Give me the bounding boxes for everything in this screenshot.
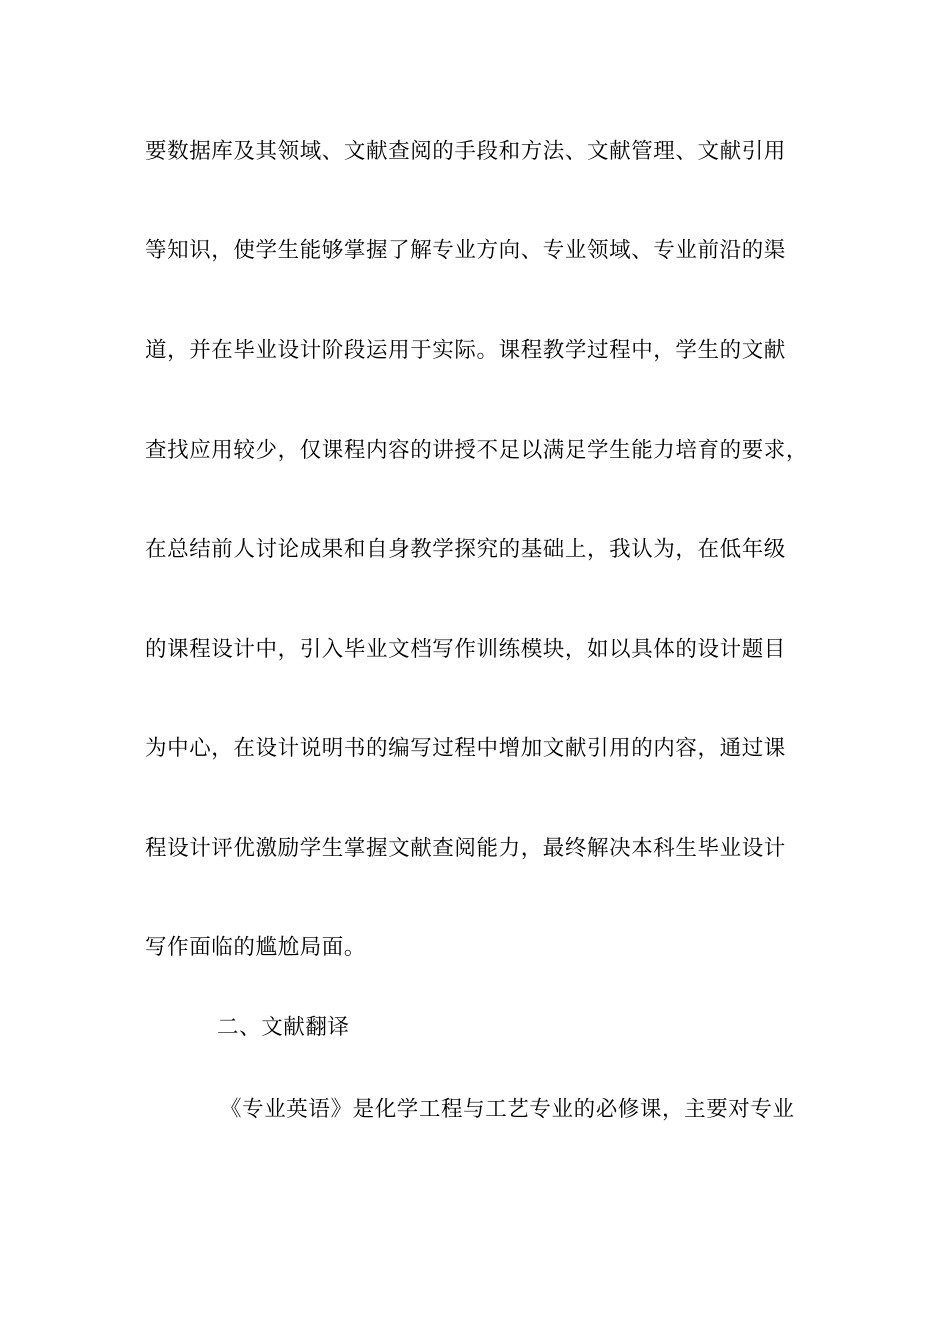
body-text-line-4: 查找应用较少，仅课程内容的讲授不足以满足学生能力培育的要求， — [145, 438, 809, 463]
body-text-line-8: 程设计评优激励学生掌握文献查阅能力，最终解决本科生毕业设计 — [145, 836, 786, 861]
body-text-line-1: 要数据库及其领域、文献查阅的手段和方法、文献管理、文献引用 — [145, 139, 786, 164]
section-heading: 二、文献翻译 — [217, 1015, 350, 1040]
paragraph-first-line: 《专业英语》是化学工程与工艺专业的必修课，主要对专业 — [220, 1097, 795, 1122]
body-text-line-9: 写作面临的尴尬局面。 — [145, 935, 367, 960]
body-text-line-6: 的课程设计中，引入毕业文档写作训练模块，如以具体的设计题目 — [145, 637, 786, 662]
body-text-line-5: 在总结前人讨论成果和自身教学探究的基础上，我认为，在低年级 — [145, 537, 786, 562]
body-text-line-7: 为中心，在设计说明书的编写过程中增加文献引用的内容，通过课 — [145, 736, 786, 761]
body-text-line-2: 等知识，使学生能够掌握了解专业方向、专业领域、专业前沿的渠 — [145, 238, 786, 263]
body-text-line-3: 道，并在毕业设计阶段运用于实际。课程教学过程中，学生的文献 — [145, 338, 786, 363]
